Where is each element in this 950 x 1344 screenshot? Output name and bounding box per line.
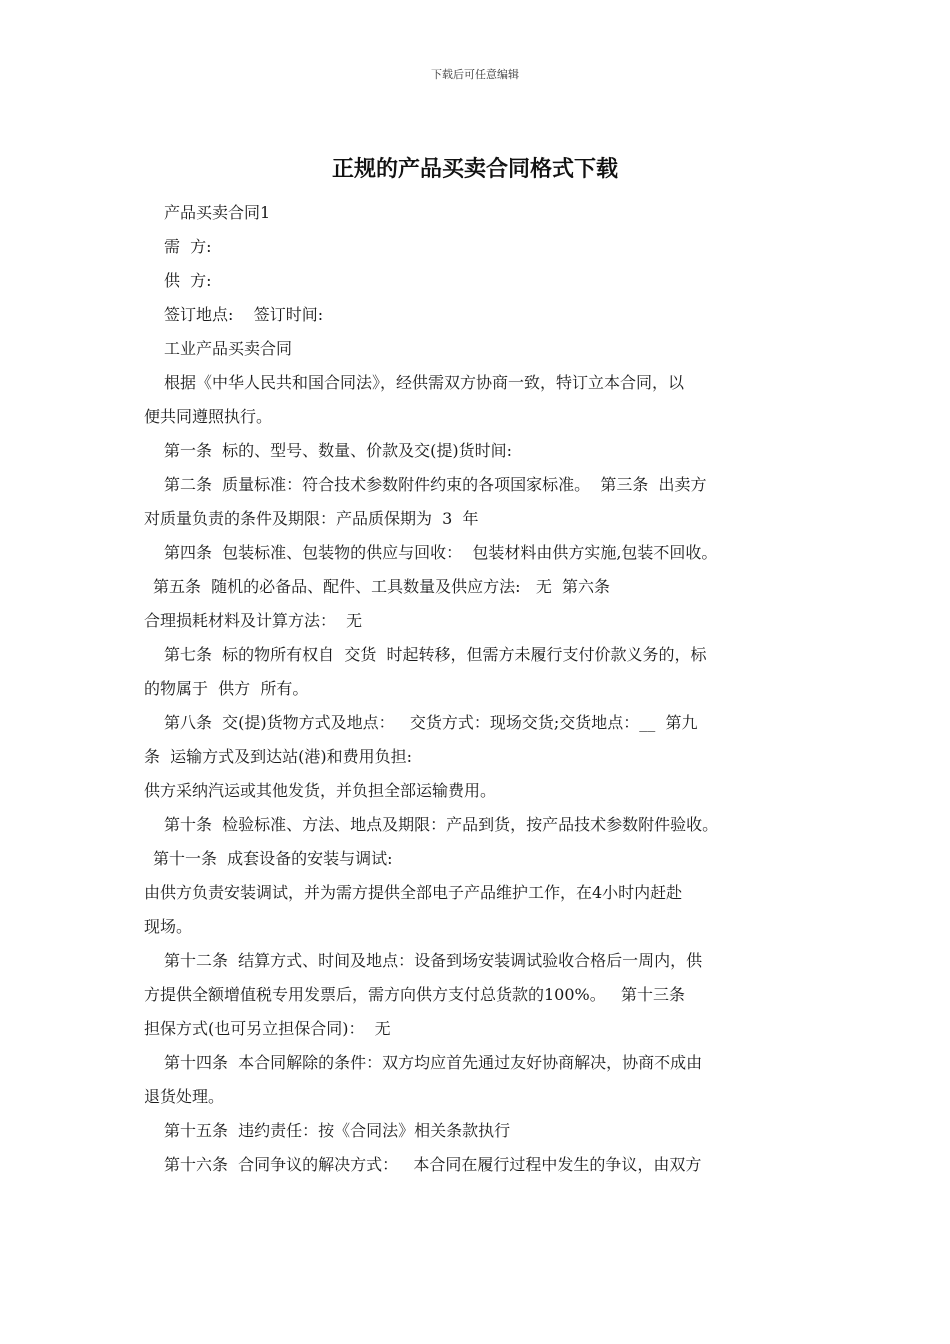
text-line: 需 方: [164,237,212,256]
text-line: 供 方: [164,271,212,290]
text-line: 第十五条 违约责任：按《合同法》相关条款执行 [164,1121,511,1140]
text-line: 退货处理。 [144,1087,225,1106]
text-line: 供方采纳汽运或其他发货，并负担全部运输费用。 [144,781,497,800]
text-line: 现场。 [144,917,193,936]
text-line: 合理损耗材料及计算方法： 无 [144,611,363,630]
text-line: 签订地点: 签订时间: [164,305,324,324]
text-line: 第一条 标的、型号、数量、价款及交(提)货时间: [164,441,513,460]
text-line: 第五条 随机的必备品、配件、工具数量及供应方法: 无 第六条 [153,577,610,596]
text-line: 第四条 包装标准、包装物的供应与回收： 包装材料由供方实施,包装不回收。 [164,543,718,562]
text-line: 第十二条 结算方式、时间及地点：设备到场安装调试验收合格后一周内，供 [164,951,703,970]
text-line: 根据《中华人民共和国合同法》，经供需双方协商一致，特订立本合同，以 [164,373,685,392]
text-line: 产品买卖合同1 [164,203,271,222]
text-line: 第十条 检验标准、方法、地点及期限：产品到货，按产品技术参数附件验收。 [164,815,719,834]
document-title: 正规的产品买卖合同格式下载 [331,156,618,182]
text-line: 的物属于 供方 所有。 [144,679,309,698]
header-note: 下载后可任意编辑 [431,68,519,81]
text-line: 便共同遵照执行。 [144,407,273,426]
text-line: 担保方式(也可另立担保合同)： 无 [144,1019,391,1038]
text-line: 第十四条 本合同解除的条件：双方均应首先通过友好协商解决，协商不成由 [164,1053,703,1072]
contract-body [144,196,824,1182]
text-line: 由供方负责安装调试，并为需方提供全部电子产品维护工作，在4小时内赶赴 [144,883,683,902]
text-line: 第二条 质量标准：符合技术参数附件约束的各项国家标准。 第三条 出卖方 [164,475,707,494]
text-line: 第十一条 成套设备的安装与调试: [153,849,393,868]
text-line: 第十六条 合同争议的解决方式： 本合同在履行过程中发生的争议，由双方 [164,1155,702,1174]
text-line: 工业产品买卖合同 [164,339,293,358]
text-line: 方提供全额增值税专用发票后，需方向供方支付总货款的100%。 第十三条 [144,985,686,1004]
text-line: 第七条 标的物所有权自 交货 时起转移，但需方未履行支付价款义务的，标 [164,645,707,664]
text-line: 条 运输方式及到达站(港)和费用负担: [144,747,413,766]
text-line: 对质量负责的条件及期限：产品质保期为 3 年 [144,509,479,528]
text-line: 第八条 交(提)货物方式及地点： 交货方式：现场交货;交货地点：__ 第九 [164,713,698,732]
